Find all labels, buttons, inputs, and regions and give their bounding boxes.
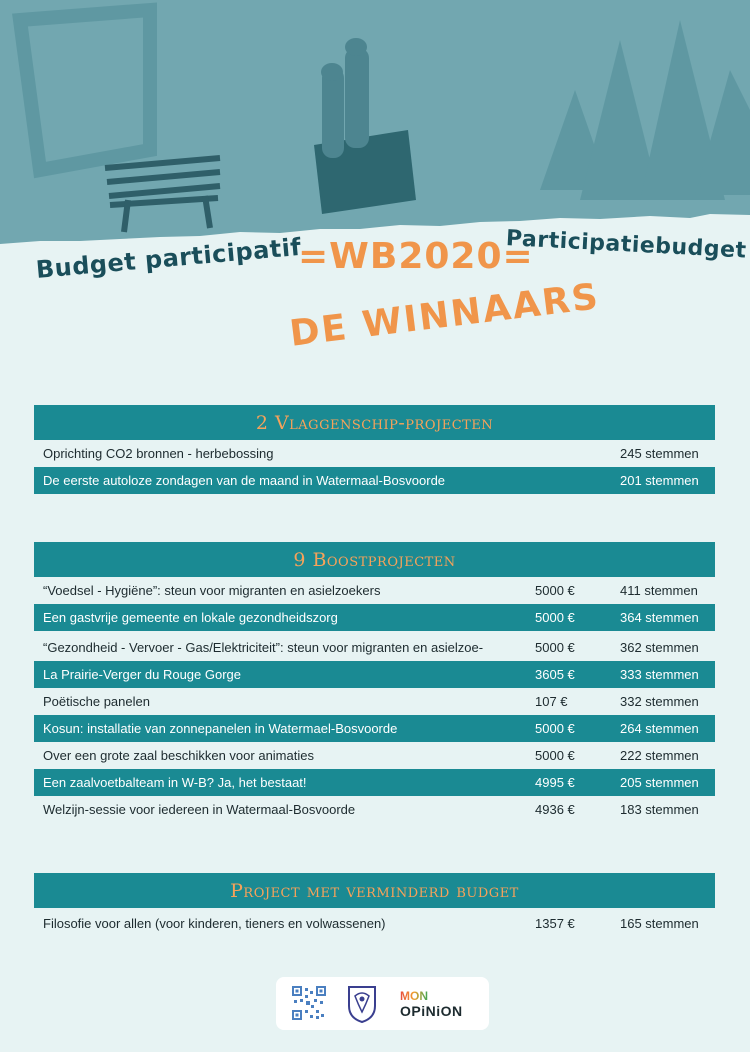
winners-heading: DE WINNAARS <box>287 276 602 355</box>
project-name: “Voedsel - Hygiëne”: steun voor migranten en asielzoekers <box>43 583 381 598</box>
project-amount: 4936 € <box>535 802 575 817</box>
mon-opinion-logo <box>400 989 480 1021</box>
title-dutch: Participatiebudget <box>505 226 748 264</box>
table-row <box>34 796 715 823</box>
project-votes: 245 stemmen <box>620 446 699 461</box>
project-amount: 5000 € <box>535 610 575 625</box>
project-amount: 3605 € <box>535 667 575 682</box>
project-votes: 362 stemmen <box>620 640 699 655</box>
municipal-seal-icon <box>346 984 378 1024</box>
table-row <box>34 440 715 467</box>
section-title: 2 Vlaggenschip-projecten <box>34 405 715 440</box>
project-amount: 5000 € <box>535 583 575 598</box>
project-amount: 4995 € <box>535 775 575 790</box>
project-name: Kosun: installatie van zonnepanelen in Watermael-Bosvoorde <box>43 721 398 736</box>
project-votes: 332 stemmen <box>620 694 699 709</box>
project-votes: 333 stemmen <box>620 667 699 682</box>
title-french: Budget participatif <box>34 232 303 284</box>
project-name: Een gastvrije gemeente en lokale gezondheidszorg <box>43 610 338 625</box>
heading-row <box>0 218 750 298</box>
section-boost <box>34 542 715 823</box>
section-reduced-budget <box>34 873 715 938</box>
mon-opinion-line1: MON <box>400 989 428 1003</box>
project-votes: 183 stemmen <box>620 802 699 817</box>
table-row <box>34 742 715 769</box>
project-votes: 165 stemmen <box>620 915 699 931</box>
project-amount: 1357 € <box>535 915 575 931</box>
table-row <box>34 467 715 494</box>
project-amount: 5000 € <box>535 640 575 655</box>
table-row <box>34 908 715 938</box>
table-row <box>34 604 715 631</box>
project-name: Oprichting CO2 bronnen - herbebossing <box>43 446 274 461</box>
project-name: “Gezondheid - Vervoer - Gas/Elektriciteit”: steun voor migranten en asielzoe- <box>43 640 484 655</box>
table-row <box>34 715 715 742</box>
project-name: Welzijn-sessie voor iedereen in Watermaal-Bosvoorde <box>43 802 356 817</box>
project-votes: 411 stemmen <box>620 583 698 598</box>
partner-logos <box>276 977 489 1030</box>
table-row <box>34 769 715 796</box>
project-amount: 5000 € <box>535 721 575 736</box>
project-votes: 364 stemmen <box>620 610 699 625</box>
section-flagship <box>34 405 715 494</box>
section-title: 9 Boostprojecten <box>34 542 715 577</box>
section-title: Project met verminderd budget <box>34 873 715 908</box>
table-row <box>34 577 715 604</box>
project-name: Over een grote zaal beschikken voor animaties <box>43 748 314 763</box>
title-center-logo: =WB2020= <box>298 236 534 277</box>
qr-code-icon <box>292 986 326 1020</box>
project-name: Filosofie voor allen (voor kinderen, tieners en volwassenen) <box>43 915 386 931</box>
project-name: Een zaalvoetbalteam in W-B? Ja, het bestaat! <box>43 775 307 790</box>
project-amount: 5000 € <box>535 748 575 763</box>
table-row <box>34 688 715 715</box>
project-name: De eerste autoloze zondagen van de maand in Watermaal-Bosvoorde <box>43 473 446 488</box>
table-row <box>34 634 715 661</box>
project-votes: 205 stemmen <box>620 775 699 790</box>
mon-opinion-line2: OPiNiON <box>400 1003 463 1019</box>
table-row <box>34 661 715 688</box>
hero-illustration <box>0 0 750 250</box>
project-name: Poëtische panelen <box>43 694 150 709</box>
project-votes: 264 stemmen <box>620 721 699 736</box>
project-amount: 107 € <box>535 694 568 709</box>
project-votes: 222 stemmen <box>620 748 699 763</box>
project-name: La Prairie-Verger du Rouge Gorge <box>43 667 242 682</box>
project-votes: 201 stemmen <box>620 473 699 488</box>
